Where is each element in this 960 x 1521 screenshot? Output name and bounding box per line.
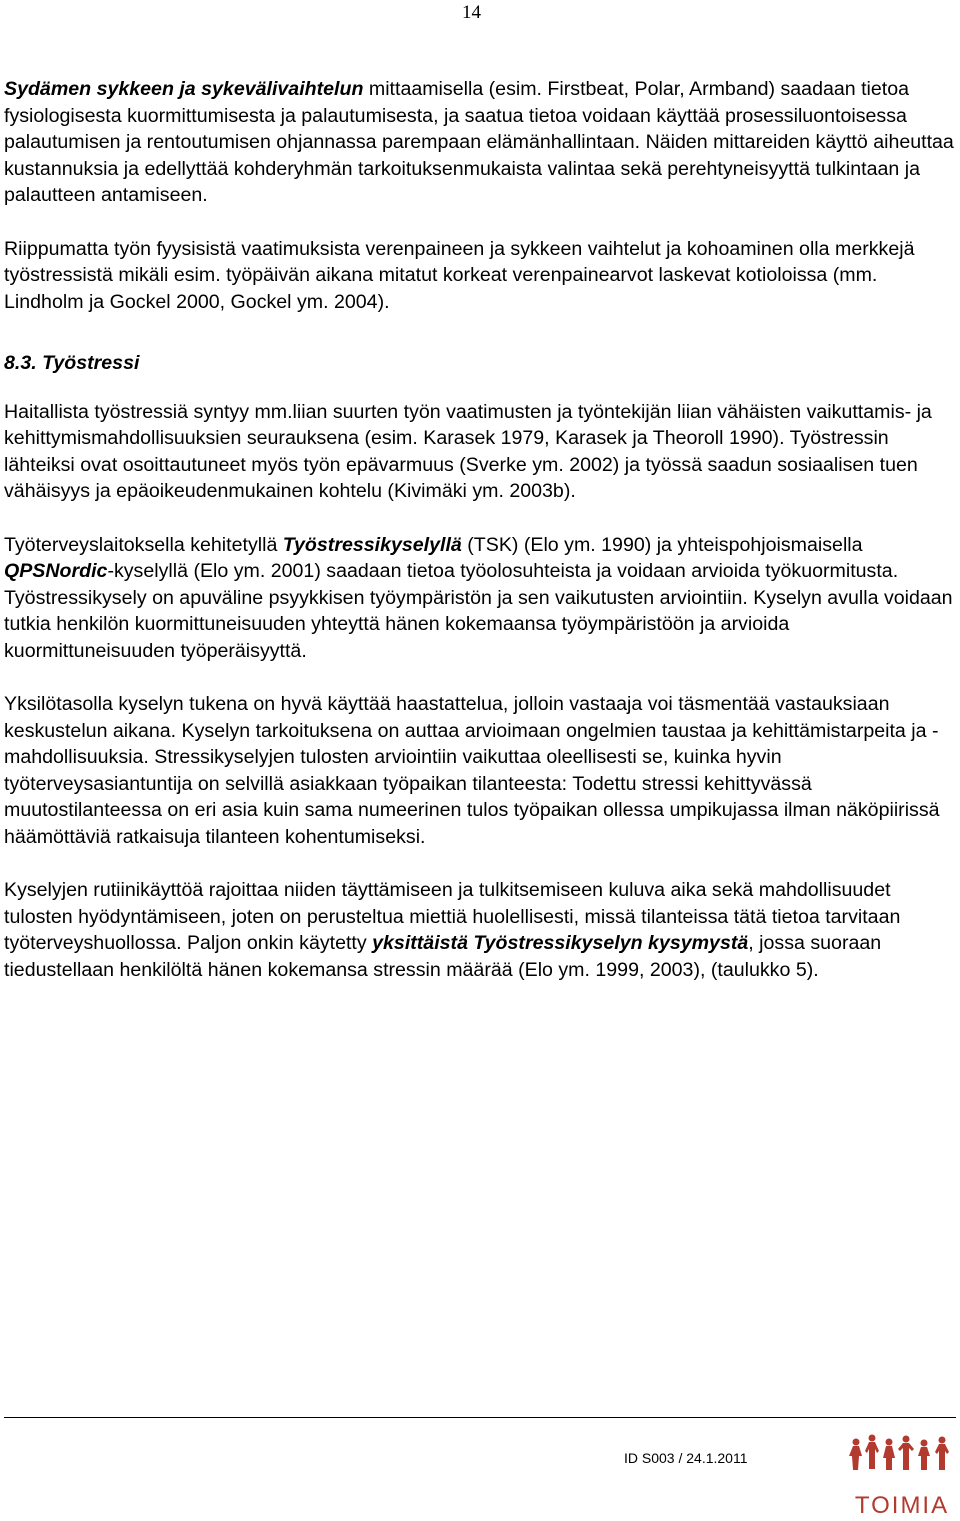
paragraph-individual-level: Yksilötasolla kyselyn tukena on hyvä käyttää haastattelua, jolloin vastaaja voi täsmentää vastauksiaan keskustelun aikana. Kyselyn tarkoituksena on auttaa arvioimaan ongelmien taustaa ja kehittämistarpeita ja -mahdollisuuksia. Stressikyselyjen tulosten arviointiin vaikuttaa oleellisesti se, kuinka hyvin työterveysasiantuntija on selvillä asiakkaan työpaikan tilanteesta: Todettu stressi kehittyvässä muutostilanteessa on eri asia kuin sama numeerinen tulos työpaikan ollessa umpikujassa ilman näköpiirissä häämöttäviä ratkaisuja tilanteen kohentumiseksi. [4,693,940,848]
paragraph-routine-use [4,877,956,983]
toimia-logo-text: TOIMIA [854,1492,950,1519]
paragraph-text: Työterveyslaitoksella kehitetyllä [4,533,283,556]
paragraph-work-stress: Haitallista työstressiä syntyy mm.liian suurten työn vaatimusten ja työntekijän liian vähäisten vaikuttamis- ja kehittymismahdollisuuksien seurauksena (esim. Karasek 1979, Karasek ja Theoroll 1990). Työstressin lähteiksi ovat osoittautuneet myös työn epävarmuus (Sverke ym. 2002) ja työssä saadun sosiaalisen tuen vähäisyys ja epäoikeudenmukainen kohtelu (Kivimäki ym. 2003b). [4,400,932,502]
paragraph-text: mittaamisella (esim. Firstbeat, Polar, Armband) saadaan tietoa fysiologisesta kuormittumisesta ja palautumisesta, ja saatua tietoa voidaan käyttää prosessiluontoisessa palautumisen ja rentoutumisen ohjannassa parempaan elämänhallintaan. Näiden mittareiden käyttö aiheuttaa kustannuksia ja edellyttää kohderyhmän tarkoituksenmukaista valintaa sekä perehtyneisyyttä tulkintaan ja palautteen antamiseen. [4,78,954,206]
paragraph-text: , jossa suoraan tiedustellaan henkilöltä hänen kokemansa stressin määrää (Elo ym. 1999, 2003), (taulukko 5). [4,932,882,981]
emphasis-qpsnordic: QPSNordic [4,560,108,582]
paragraph-blood-pressure: Riippumatta työn fyysisistä vaatimuksista verenpaineen ja sykkeen vaihtelut ja kohoaminen olla merkkejä työstressistä mikäli esim. työpäivän aikana mitatut korkeat verenpainearvot laskevat kotioloissa (mm. Lindholm ja Gockel 2000, Gockel ym. 2004). [4,237,915,313]
emphasis-tsk: Työstressikyselyllä [282,533,462,556]
paragraph-tsk-survey [4,532,956,665]
emphasis-heart-rate: Sydämen sykkeen ja sykevälivaihtelun [4,78,364,100]
paragraph-heart-rate [4,76,956,209]
document-body [4,76,956,1010]
emphasis-single-question: yksittäistä Työstressikyselyn kysymystä [372,932,749,954]
paragraph-text: Kyselyjen rutiinikäyttöä rajoittaa niiden täyttämiseen ja tulkitsemiseen kuluva aika sekä mahdollisuudet tulosten hyödyntämiseen, joten on perusteltua miettiä huolellisesti, missä tilanteissa tätä tietoa tarvitaan työterveyshuollossa. Paljon onkin käytetty [4,879,901,954]
footer-document-id: ID S003 / 24.1.2011 [624,1450,748,1466]
paragraph-text: -kyselyllä (Elo ym. 2001) saadaan tietoa työolosuhteista ja voidaan arvioida työkuormitusta. Työstressikysely on apuväline psyykkisen työympäristön ja sen vaikutusten arviointiin. Kyselyn avulla voidaan tutkia henkilön kuormittuneisuuden yhteyttä hänen kokemaansa työympäristöön ja arvioida kuormittuneisuuden työperäisyyttä. [4,560,953,662]
toimia-logo [846,1432,958,1518]
footer-divider [4,1417,956,1418]
page-number: 14 [462,2,481,23]
section-heading: 8.3. Työstressi [4,352,140,374]
paragraph-text: (TSK) (Elo ym. 1990) ja yhteispohjoismaisella [461,533,863,556]
